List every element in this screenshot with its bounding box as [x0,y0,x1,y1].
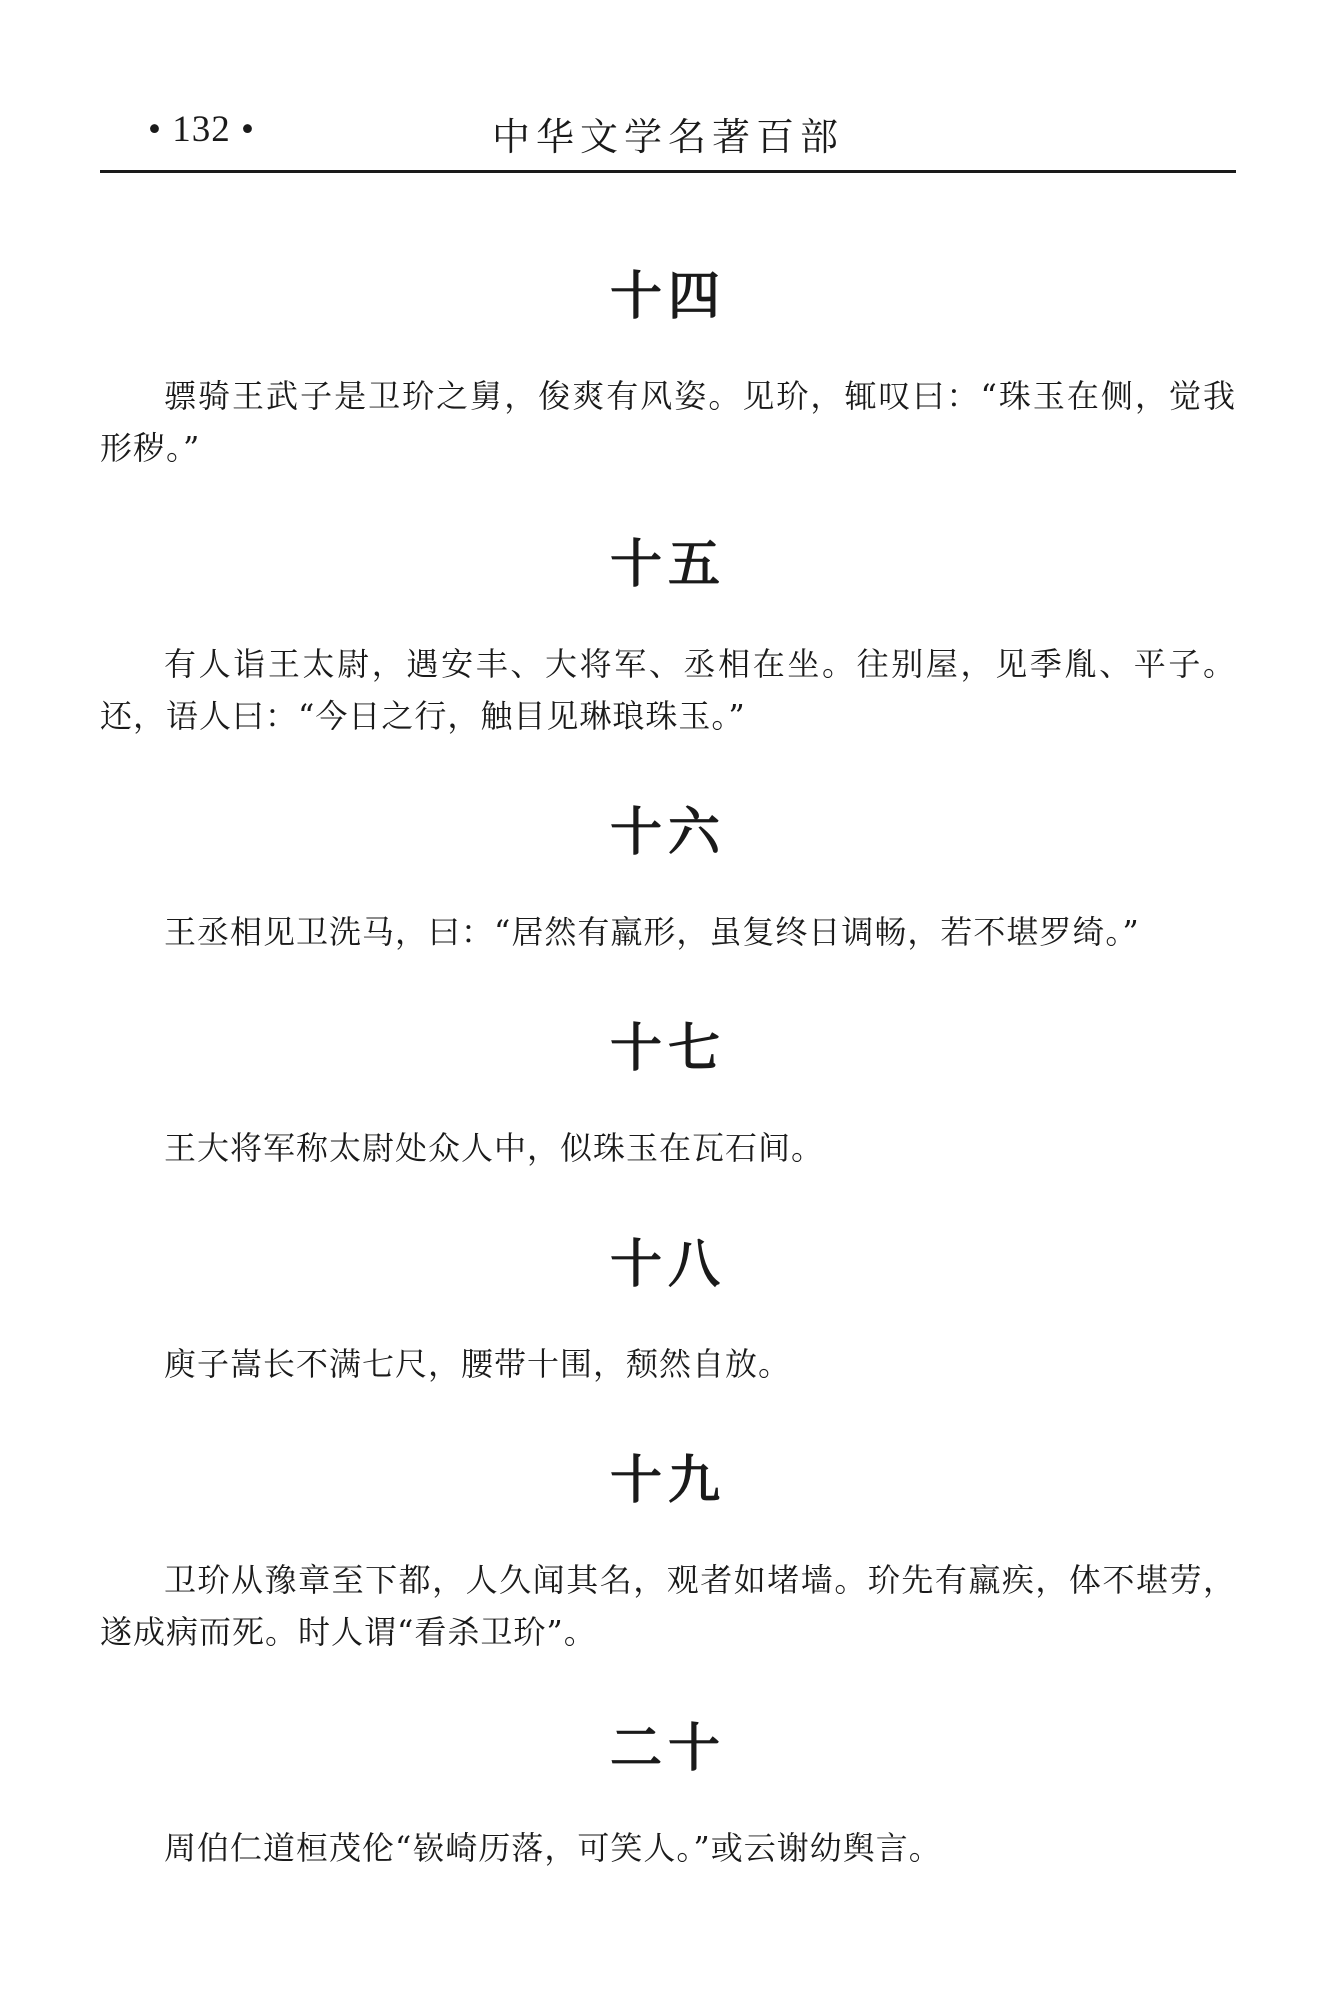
section-title: 十九 [609,1451,726,1511]
section-title: 十七 [609,1019,726,1079]
section-18 [100,1230,1236,1390]
section-title: 十八 [609,1235,726,1295]
section-text: 骠骑王武子是卫玠之舅，俊爽有风姿。见玠，辄叹曰：“珠玉在侧，觉我形秽。” [100,377,1236,467]
section-text: 卫玠从豫章至下都，人久闻其名，观者如堵墙。玠先有羸疾，体不堪劳，遂成病而死。时人谓“看杀卫玠”。 [100,1561,1236,1651]
section-title: 十四 [609,267,726,327]
section-title: 十六 [609,803,726,863]
section-17 [100,1014,1236,1174]
page-content [100,262,1236,1930]
section-title: 十五 [609,535,726,595]
page-header [100,102,1236,173]
section-14 [100,262,1236,474]
section-20 [100,1714,1236,1874]
section-text: 有人诣王太尉，遇安丰、大将军、丞相在坐。往别屋，见季胤、平子。还，语人曰：“今日之行，触目见琳琅珠玉。” [100,645,1236,735]
section-text: 周伯仁道桓茂伦“嵚崎历落，可笑人。”或云谢幼舆言。 [164,1829,942,1867]
section-16 [100,798,1236,958]
page-number: • 132 • [148,109,255,150]
section-text: 王大将军称太尉处众人中，似珠玉在瓦石间。 [164,1129,825,1167]
book-title: 中华文学名著百部 [491,115,844,159]
section-text: 王丞相见卫洗马，曰：“居然有羸形，虽复终日调畅，若不堪罗绮。” [164,913,1140,951]
section-19 [100,1446,1236,1658]
section-title: 二十 [609,1719,726,1779]
section-15 [100,530,1236,742]
section-text: 庾子嵩长不满七尺，腰带十围，颓然自放。 [164,1345,792,1383]
